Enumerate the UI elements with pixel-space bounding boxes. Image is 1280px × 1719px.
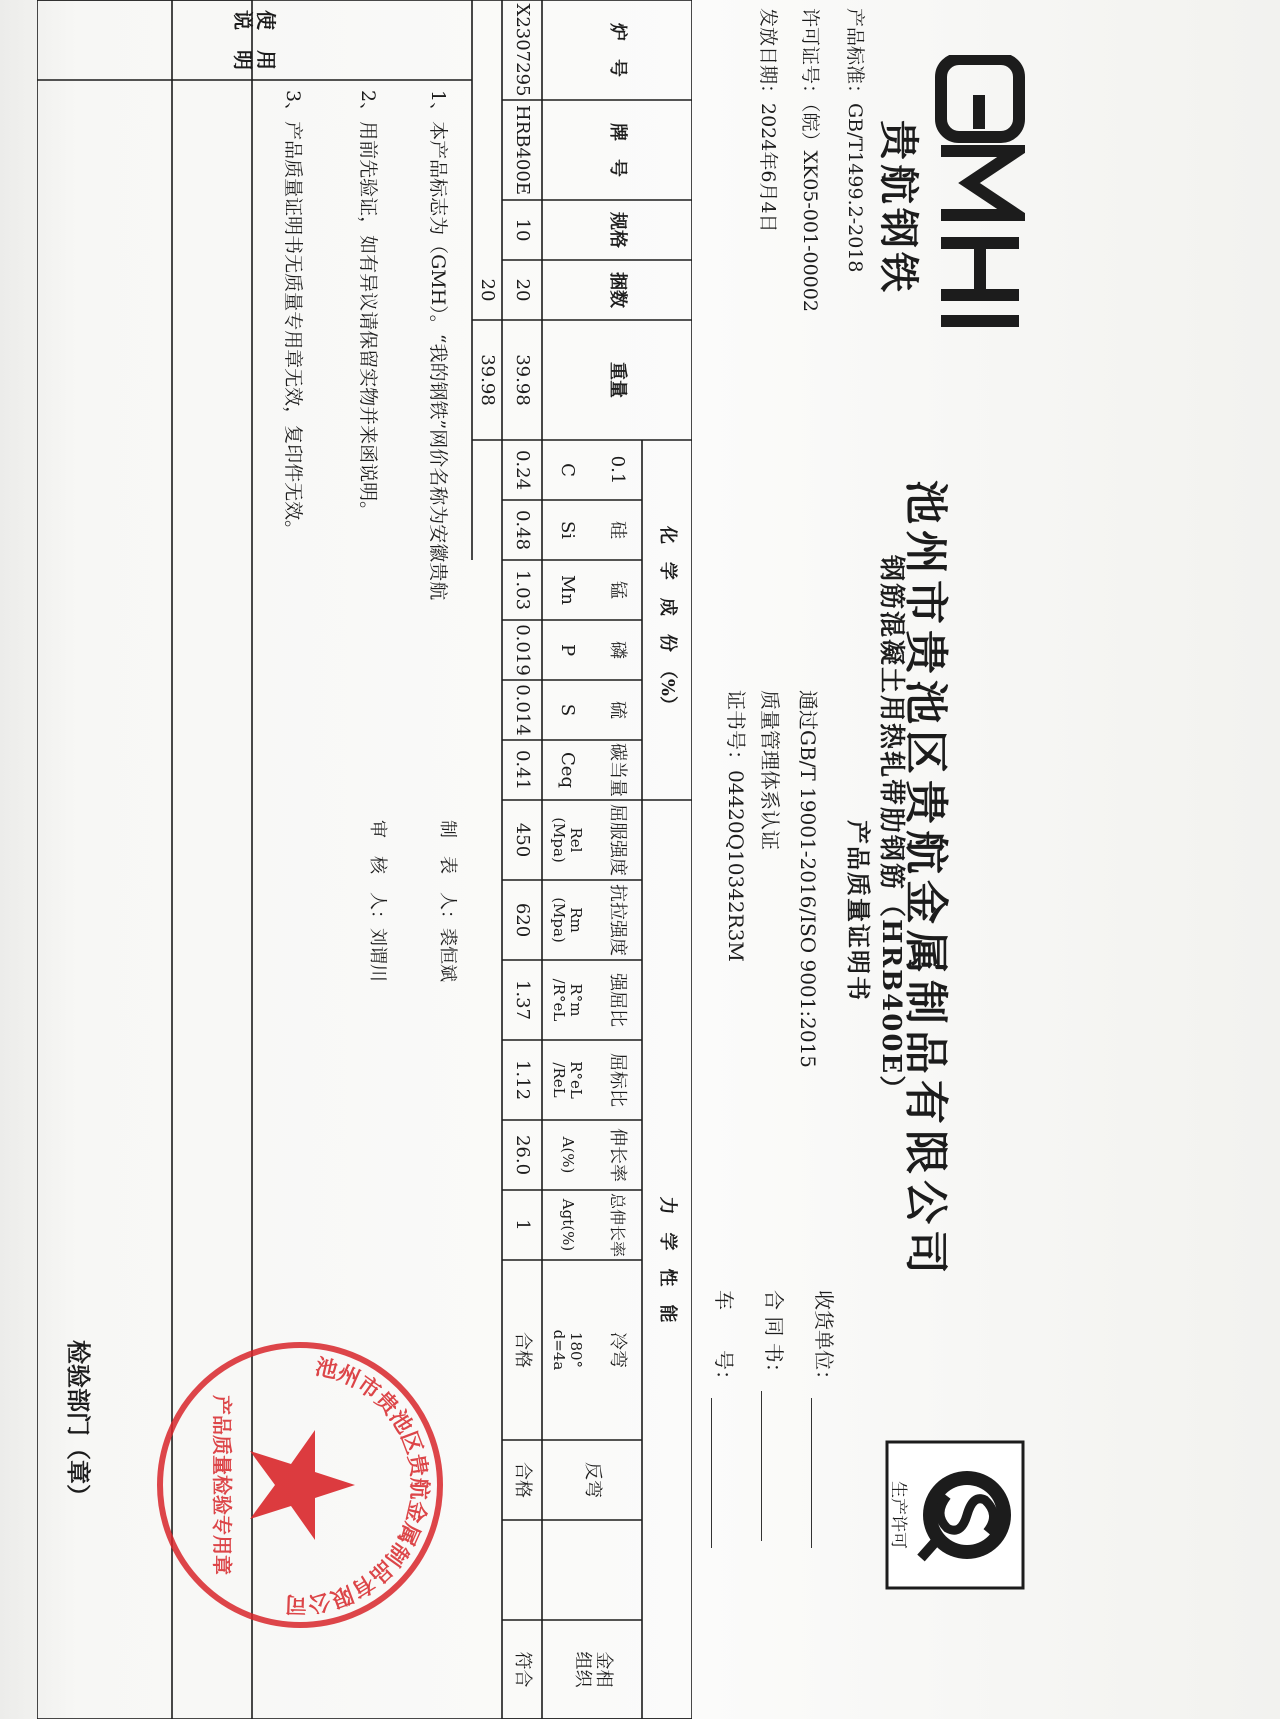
reviewer [357,820,397,1080]
mech-header-yield-sym: Rel (Mpa) [550,817,586,863]
chem-header-si-cn: 硅 [607,521,629,539]
mech-value-metallography: 符合 [512,1651,534,1688]
inspection-dept-label: 检验部门（章） [64,1340,93,1508]
contract-label: 合 同 书： [762,1290,786,1383]
chem-header-c-cn: 0.1 [607,455,629,485]
mech-header-tensile-sym: Rm (Mpa) [550,897,586,943]
heat-number-header: 炉 号 [607,23,629,77]
mech-header-ratio-cn: 强屈比 [607,973,629,1027]
mech-header-elongation-sym: A(%) [558,1136,577,1174]
chemical-composition-header: 化 学 成 份 （%） [657,525,679,715]
heat-number-value: X2307295 [512,3,534,97]
mech-header-yield-ratio-cn: 屈标比 [607,1053,629,1107]
mech-header-cold-bend-cn: 冷弯 [607,1332,629,1368]
chem-header-mn-sym: Mn [557,574,579,606]
mech-header-yield-ratio-sym: R°eL /ReL [550,1061,586,1099]
size-value: 10 [512,218,534,242]
chem-value-c: 0.24 [512,449,534,491]
product-standard: 产品标准：GB/T1499.2-2018 [844,8,866,273]
grade-value: HRB400E [512,105,534,195]
chem-header-mn-cn: 锰 [607,581,629,599]
certificate-number: 证书号：04420Q10342R3M [724,690,748,962]
total-bundles: 20 [477,278,499,302]
car-number-label: 车 号： [712,1290,736,1390]
mech-value-tensile: 620 [512,902,534,938]
qms-certification: 质量管理体系认证 [758,690,782,850]
usage-note-1: 1、本产品标志为（GMH）。“我的钢铁”网价名称为安徽贵航 [426,90,449,601]
usage-note-3: 3、产品质量证明书无质量专用章无效，复印件无效。 [281,90,304,540]
mech-value-cold-bend: 合格 [512,1332,534,1368]
license-number: 许可证号：（皖）XK05-001-00002 [799,8,821,312]
mech-value-ratio: 1.37 [512,979,534,1021]
chem-header-p-sym: P [557,643,579,657]
chem-header-ceq-sym: Ceq [557,752,579,788]
chem-value-si: 0.48 [512,509,534,551]
brand-name: 贵航钢铁 [875,120,922,296]
mech-value-yield-ratio: 1.12 [512,1059,534,1101]
qs-production-license-icon [885,1440,1025,1590]
usage-notes-label: 使 用 说 明 [231,10,279,70]
contract-blank [761,1391,784,1541]
receiving-unit-label: 收货单位： [812,1290,836,1390]
gmh-logo [935,55,1025,375]
chem-header-s-sym: S [557,703,579,717]
svg-text:产品质量检验专用章: 产品质量检验专用章 [210,1395,234,1575]
chem-value-p: 0.019 [512,624,534,676]
mech-value-reverse-bend: 合格 [512,1462,534,1498]
weight-header: 重量 [607,362,629,398]
chem-value-mn: 1.03 [512,569,534,611]
chem-header-c-sym: C [557,463,579,477]
chem-value-s: 0.014 [512,684,534,736]
mech-header-total-elongation-cn: 总伸长率 [608,1192,628,1257]
table-maker [427,820,467,1080]
company-name: 池州市贵池区贵航金属制品有限公司 [900,480,951,1280]
qs-caption: 生产许可 [888,1481,908,1549]
chem-header-ceq-cn: 碳当量 [607,743,629,797]
chem-header-p-cn: 磷 [607,641,629,659]
usage-note-2: 2、用前先验证，如有异议请保留实物并来函说明。 [356,90,379,521]
issue-date: 发放日期：2024年6月4日 [757,8,779,233]
mech-value-elongation: 26.0 [512,1134,534,1176]
reviewer-label: 审 核 人： [367,820,389,928]
mech-value-yield: 450 [512,822,534,858]
mech-header-elongation-cn: 伸长率 [607,1128,629,1182]
mech-header-metallography: 金相 组织 [572,1651,614,1688]
mech-header-reverse-bend: 反弯 [582,1462,604,1498]
receiving-unit-blank [811,1398,834,1548]
mech-header-ratio-sym: R°m /R°eL [550,978,586,1022]
bundles-header: 捆数 [607,272,629,308]
bundles-value: 20 [512,278,534,302]
receiving-unit-field [811,1290,840,1548]
chem-header-s-cn: 硫 [607,701,629,719]
quality-inspection-seal [150,1335,450,1635]
contract-field [761,1290,790,1541]
total-weight: 39.98 [477,354,499,406]
chem-header-si-sym: Si [557,520,579,540]
chem-value-ceq: 0.41 [512,749,534,791]
reviewer-name: 刘谓川 [367,928,389,982]
car-number-field [711,1290,740,1548]
product-subtitle: 钢筋混凝土用热轧带肋钢筋（HRB400E） [876,555,906,1104]
mech-header-cold-bend-sym: 180° d=4a [550,1329,586,1371]
size-header: 规格 [607,212,629,248]
mech-value-total-elongation: 1 [512,1219,534,1231]
table-maker-label: 制 表 人： [437,820,459,928]
car-number-blank [711,1398,734,1548]
grade-header: 牌 号 [607,123,629,177]
mech-header-tensile-cn: 抗拉强度 [607,884,629,956]
mech-header-yield-cn: 屈服强度 [607,804,629,876]
table-maker-name: 裘恒斌 [437,928,459,982]
iso-certification: 通过GB/T 19001-2016/ISO 9001:2015 [796,690,820,1069]
document-title: 产品质量证明书 [844,820,873,1002]
weight-value: 39.98 [512,354,534,406]
svg-text:池州市贵池区贵航金属制品有限公司: 池州市贵池区贵航金属制品有限公司 [284,1353,433,1618]
mech-header-total-elongation-sym: Agt(%) [558,1198,577,1252]
mechanical-properties-header: 力 学 性 能 [657,1196,679,1323]
